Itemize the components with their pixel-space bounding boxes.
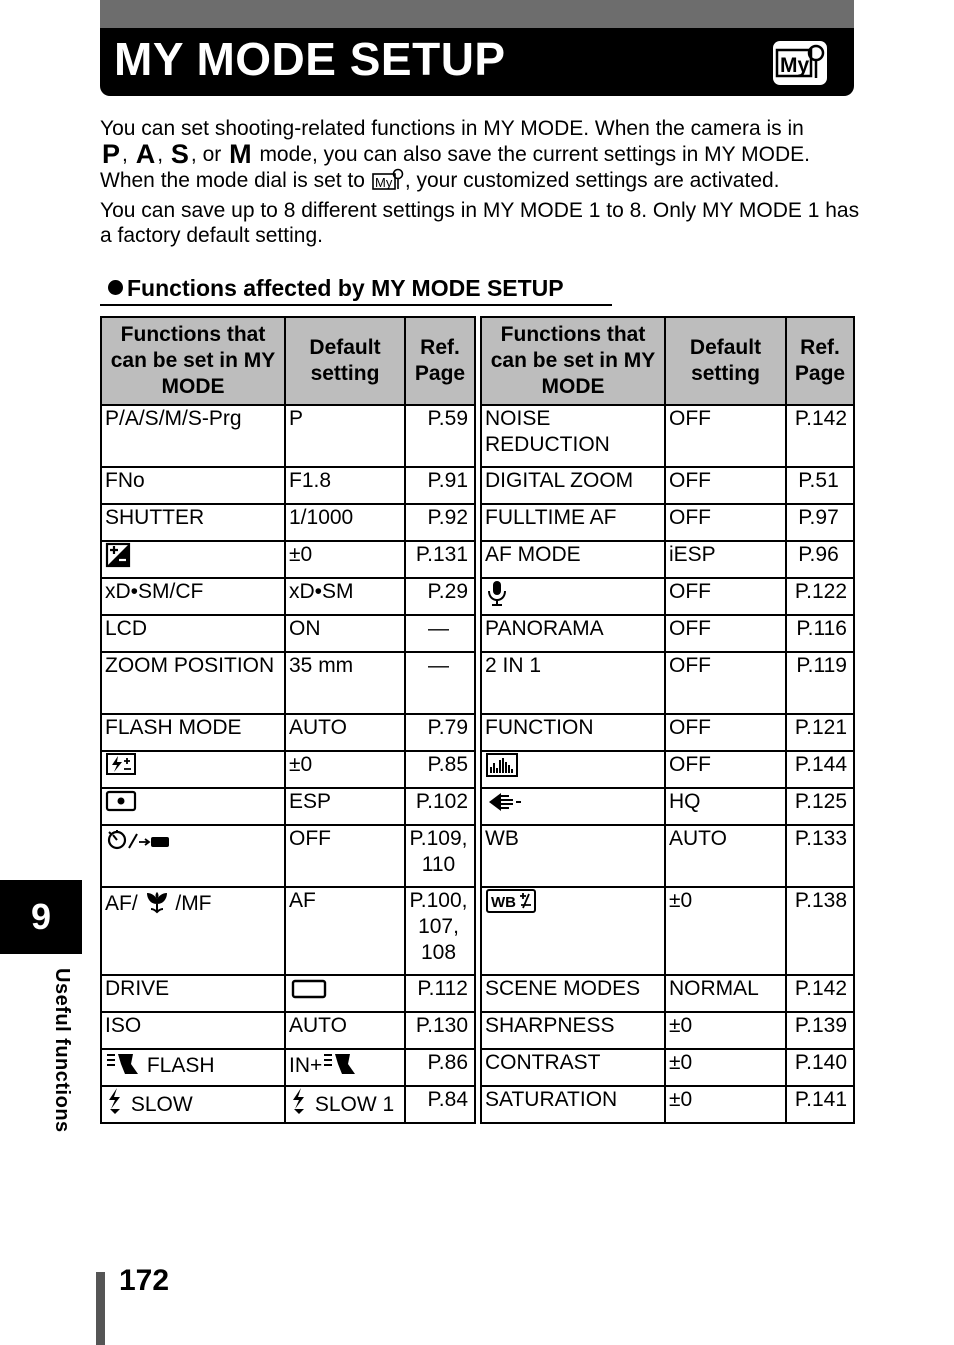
cell-function-suffix: /MF [175,892,212,915]
cell-default: OFF [665,504,786,541]
cell-default [285,1086,405,1123]
cell-ref: P.144 [786,751,854,788]
table-row [481,788,854,825]
cell-function [101,1086,285,1123]
flash-intensity-icon [105,752,137,783]
cell-function: P/A/S/M/S-Prg [101,405,285,467]
cell-default: ±0 [665,887,786,975]
cell-default: xD•SM [285,578,405,615]
table-row [481,714,854,751]
cell-function: DRIVE [101,975,285,1012]
cell-default: OFF [665,615,786,652]
cell-function-prefix: AF/ [105,892,138,915]
cell-function: CONTRAST [481,1049,665,1086]
mode-a: A [135,138,156,169]
cell-default: 35 mm [285,652,405,714]
cell-ref: P.79 [405,714,475,751]
single-frame-icon [289,976,329,1007]
image-quality-icon [485,789,527,822]
column-header-ref: Ref. Page [786,317,854,405]
cell-ref: P.119 [786,652,854,714]
cell-function [101,1049,285,1086]
table-row [101,1012,475,1049]
cell-function: ZOOM POSITION [101,652,285,714]
cell-ref: P.139 [786,1012,854,1049]
column-header-default: Default setting [665,317,786,405]
cell-ref: P.141 [786,1086,854,1123]
cell-ref: P.130 [405,1012,475,1049]
table-row [101,887,475,975]
cell-default-text: SLOW 1 [314,1093,395,1116]
histogram-icon [485,752,519,785]
cell-ref: P.29 [405,578,475,615]
page-number: 172 [119,1264,170,1297]
cell-ref: P.97 [786,504,854,541]
cell-function [101,751,285,788]
table-row [101,714,475,751]
cell-default: P [285,405,405,467]
table-row [101,615,475,652]
column-header-function: Functions that can be set in MY MODE [101,317,285,405]
cell-default-text: IN+ [289,1054,323,1077]
table-row [481,1012,854,1049]
cell-ref: P.100, 107, 108 [405,887,475,975]
my-mode-small-icon [371,167,405,198]
macro-icon [144,888,170,921]
cell-ref: P.51 [786,467,854,504]
cell-ref: P.85 [405,751,475,788]
sep2: , [157,142,164,166]
intro-paragraph-2 [100,167,860,198]
cell-default: OFF [665,652,786,714]
cell-ref: P.96 [786,541,854,578]
column-header-ref: Ref. Page [405,317,475,405]
settings-table-right [480,316,855,1124]
cell-function [481,887,665,975]
table-row [101,788,475,825]
table-row [481,652,854,714]
cell-ref: P.122 [786,578,854,615]
cell-default: ±0 [285,751,405,788]
table-row [481,887,854,975]
self-timer-remote-icon [105,826,173,859]
cell-function: SCENE MODES [481,975,665,1012]
cell-function: SATURATION [481,1086,665,1123]
cell-default: ±0 [665,1049,786,1086]
my-mode-icon [772,40,828,91]
slow-sync-icon [105,1087,125,1122]
cell-ref: P.142 [786,975,854,1012]
sep3: , or [190,142,222,166]
cell-default: OFF [665,578,786,615]
column-header-function: Functions that can be set in MY MODE [481,317,665,405]
table-row [481,1086,854,1123]
intro-paragraph-3: You can save up to 8 different settings in MY MODE 1 to 8. Only MY MODE 1 has a factory default setting. [100,198,860,247]
table-row [481,1049,854,1086]
section-heading [100,275,612,306]
cell-function: AF MODE [481,541,665,578]
mode-m: M [229,138,252,169]
table-row [101,825,475,887]
cell-default: iESP [665,541,786,578]
intro-p2-after: , your customized settings are activated. [404,169,780,192]
table-row [481,751,854,788]
chapter-tab: 9 [0,880,82,954]
table-row [481,467,854,504]
cell-default: 1/1000 [285,504,405,541]
table-row [101,751,475,788]
bullet-icon [108,280,123,295]
cell-function: FLASH MODE [101,714,285,751]
cell-function: NOISE REDUCTION [481,405,665,467]
table-row [101,975,475,1012]
header-bar [100,28,854,96]
cell-function: PANORAMA [481,615,665,652]
cell-function: FULLTIME AF [481,504,665,541]
cell-function [101,887,285,975]
cell-ref: — [405,652,475,714]
svg-text:My: My [780,54,810,77]
cell-ref: P.121 [786,714,854,751]
cell-default: ±0 [285,541,405,578]
cell-function: LCD [101,615,285,652]
cell-ref: P.102 [405,788,475,825]
intro-paragraph-1 [100,116,860,167]
cell-default [285,975,405,1012]
intro-p1-after: mode, you can also save the current settings in MY MODE. [259,142,810,166]
cell-default: OFF [665,467,786,504]
slow-sync-icon [289,1087,309,1122]
mode-s: S [170,138,189,169]
cell-default: OFF [285,825,405,887]
intro-p2-before: When the mode dial is set to [100,169,365,192]
cell-function [481,788,665,825]
table-row [481,975,854,1012]
column-header-default: Default setting [285,317,405,405]
settings-table-left [100,316,476,1124]
cell-function: 2 IN 1 [481,652,665,714]
cell-default: AUTO [285,1012,405,1049]
cell-default: ESP [285,788,405,825]
metering-icon [105,789,137,820]
cell-ref: P.91 [405,467,475,504]
section-heading-text: Functions affected by MY MODE SETUP [127,275,564,301]
cell-function: xD•SM/CF [101,578,285,615]
table-row [481,541,854,578]
cell-default: ±0 [665,1012,786,1049]
cell-function: DIGITAL ZOOM [481,467,665,504]
table-row [481,578,854,615]
cell-default: AUTO [285,714,405,751]
wb-compensation-icon [485,888,537,921]
table-row [481,615,854,652]
cell-function [101,541,285,578]
external-flash-icon [105,1050,141,1083]
cell-default: OFF [665,751,786,788]
sep1: , [122,142,128,166]
page-title: MY MODE SETUP [114,33,506,85]
cell-default: HQ [665,788,786,825]
cell-ref: P.140 [786,1049,854,1086]
table-row [481,504,854,541]
cell-function: WB [481,825,665,887]
cell-ref: P.92 [405,504,475,541]
table-row [101,467,475,504]
cell-ref: P.112 [405,975,475,1012]
page-number-bar [96,1272,105,1345]
svg-text:WB: WB [491,894,516,911]
cell-function [101,788,285,825]
cell-default: ON [285,615,405,652]
cell-ref: P.131 [405,541,475,578]
intro-p1-before: You can set shooting-related functions in MY MODE. When the camera is in [100,117,804,140]
cell-default: AUTO [665,825,786,887]
table-row [101,578,475,615]
table-row [101,504,475,541]
cell-ref: P.142 [786,405,854,467]
cell-ref: P.125 [786,788,854,825]
cell-default: NORMAL [665,975,786,1012]
cell-ref: P.133 [786,825,854,887]
cell-function [481,578,665,615]
cell-default: OFF [665,405,786,467]
cell-function [481,751,665,788]
cell-ref: P.84 [405,1086,475,1123]
cell-default: F1.8 [285,467,405,504]
cell-function: SHUTTER [101,504,285,541]
cell-ref: P.109, 110 [405,825,475,887]
table-row [481,405,854,467]
cell-function [101,825,285,887]
exposure-compensation-icon [105,542,131,575]
cell-ref: P.59 [405,405,475,467]
cell-ref: P.138 [786,887,854,975]
cell-default: ±0 [665,1086,786,1123]
table-row [101,1049,475,1086]
table-row [101,541,475,578]
cell-default: OFF [665,714,786,751]
cell-function: FUNCTION [481,714,665,751]
cell-function-suffix: FLASH [146,1054,215,1077]
cell-function: SHARPNESS [481,1012,665,1049]
microphone-icon [485,579,509,614]
external-flash-icon [322,1050,358,1083]
cell-function: ISO [101,1012,285,1049]
cell-default: AF [285,887,405,975]
mode-p: P [102,138,121,169]
cell-ref: — [405,615,475,652]
cell-default [285,1049,405,1086]
table-row [481,825,854,887]
cell-ref: P.86 [405,1049,475,1086]
header-strip [100,0,854,28]
table-row [101,405,475,467]
table-row [101,1086,475,1123]
intro-text [100,116,860,249]
cell-ref: P.116 [786,615,854,652]
cell-function-suffix: SLOW [130,1093,193,1116]
chapter-title: Useful functions [51,968,73,1133]
table-row [101,652,475,714]
cell-function: FNo [101,467,285,504]
svg-text:My: My [374,175,393,190]
